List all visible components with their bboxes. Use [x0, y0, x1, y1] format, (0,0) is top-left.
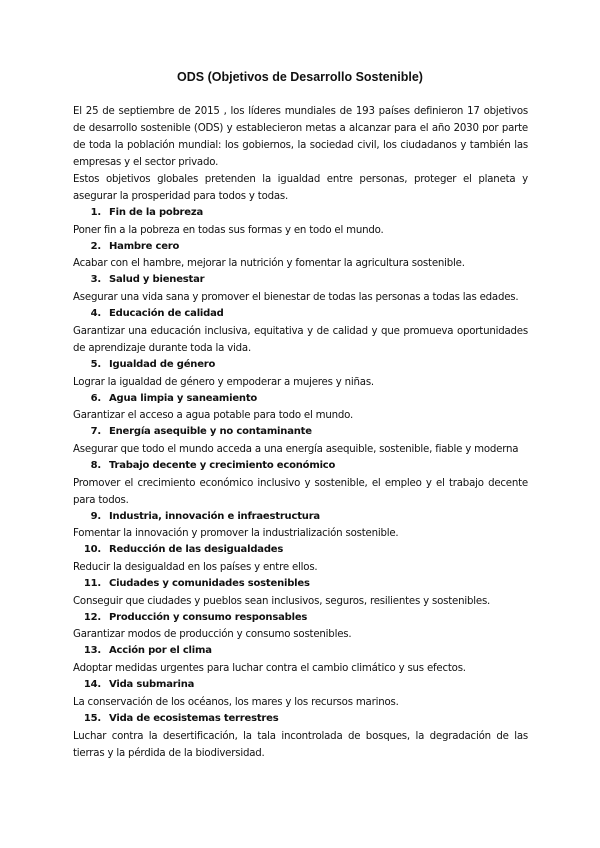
goal-description: Garantizar una educación inclusiva, equitativa y de calidad y que promueva oportunidades de aprendizaje durante toda la vida. [73, 325, 528, 354]
goal-heading [73, 542, 528, 559]
goal-title: Igualdad de género [109, 358, 216, 370]
goal-description: Promover el crecimiento económico inclusivo y sostenible, el empleo y el trabajo decente para todos. [73, 477, 528, 506]
goal-description: Adoptar medidas urgentes para luchar contra el cambio climático y sus efectos. [73, 663, 466, 675]
goal-heading [73, 424, 528, 441]
intro-paragraph: El 25 de septiembre de 2015 , los líderes mundiales de 193 países definieron 17 objetivos de desarrollo sostenible (ODS) y establecieron metas a alcanzar para el año 2030 por parte de toda la población mundial: los gobiernos, la sociedad civil, los ciudadanos y también las empresas y el sector privado. [73, 106, 528, 168]
goal-title: Ciudades y comunidades sostenibles [109, 578, 310, 590]
goal-title: Energía asequible y no contaminante [109, 426, 312, 438]
goal-heading [73, 509, 528, 526]
goal-title: Acción por el clima [109, 645, 212, 657]
goal-number: 6. [90, 392, 101, 404]
goal-description: Fomentar la innovación y promover la industrialización sostenible. [73, 528, 399, 540]
goal-title: Agua limpia y saneamiento [109, 392, 258, 404]
goal-heading [73, 458, 528, 475]
goal-heading [73, 306, 528, 323]
goal-number: 3. [90, 274, 101, 286]
goal-number: 13. [83, 645, 101, 657]
goal-number: 5. [90, 358, 101, 370]
goal-number: 4. [90, 308, 101, 320]
goal-heading [73, 239, 528, 256]
goals-list [73, 205, 528, 762]
goal-number: 15. [83, 712, 101, 724]
goal-number: 10. [83, 544, 101, 556]
goal-heading [73, 711, 528, 728]
goal-number: 8. [90, 459, 101, 471]
goal-number: 7. [90, 426, 101, 438]
goal-heading [73, 610, 528, 627]
goal-title: Fin de la pobreza [109, 207, 204, 218]
goal-description: Asegurar que todo el mundo acceda a una energía asequible, sostenible, fiable y moderna [73, 443, 519, 455]
goal-heading [73, 643, 528, 660]
goal-description: Reducir la desigualdad en los países y entre ellos. [73, 562, 318, 574]
goal-title: Industria, innovación e infraestructura [109, 510, 320, 522]
goal-description: Asegurar una vida sana y promover el bienestar de todas las personas a todas las edades. [73, 292, 519, 304]
goal-description: Poner fin a la pobreza en todas sus formas y en todo el mundo. [73, 224, 384, 236]
goal-heading [73, 391, 528, 408]
goal-title: Producción y consumo responsables [109, 611, 308, 623]
goal-heading [73, 205, 528, 222]
goal-title: Vida de ecosistemas terrestres [109, 712, 279, 724]
goal-number: 9. [90, 510, 101, 522]
goal-number: 12. [83, 611, 101, 623]
goal-number: 1. [90, 207, 101, 218]
goal-number: 11. [83, 578, 101, 590]
goal-title: Reducción de las desigualdades [109, 544, 284, 556]
page-title: ODS (Objetivos de Desarrollo Sostenible) [177, 70, 423, 84]
document-body [73, 103, 528, 762]
goal-heading [73, 357, 528, 374]
goal-title: Hambre cero [109, 240, 180, 252]
goal-description: Luchar contra la desertificación, la tala incontrolada de bosques, la degradación de las tierras y la pérdida de la biodiversidad. [73, 730, 528, 759]
goal-heading [73, 576, 528, 593]
intro-paragraph-2: Estos objetivos globales pretenden la igualdad entre personas, proteger el planeta y asegurar la prosperidad para todos y todas. [73, 174, 528, 202]
goal-heading [73, 677, 528, 694]
goal-description: Garantizar modos de producción y consumo sostenibles. [73, 629, 352, 641]
goal-title: Educación de calidad [109, 308, 224, 320]
goal-description: Conseguir que ciudades y pueblos sean inclusivos, seguros, resilientes y sostenibles. [73, 595, 491, 607]
goal-number: 2. [90, 240, 101, 252]
goal-heading [73, 272, 528, 289]
goal-description: La conservación de los océanos, los mares y los recursos marinos. [73, 696, 399, 708]
goal-title: Trabajo decente y crecimiento económico [109, 459, 336, 471]
goal-description: Garantizar el acceso a agua potable para todo el mundo. [73, 410, 354, 422]
goal-title: Salud y bienestar [109, 274, 205, 286]
goal-number: 14. [83, 679, 101, 691]
goal-title: Vida submarina [109, 679, 195, 691]
goal-description: Acabar con el hambre, mejorar la nutrición y fomentar la agricultura sostenible. [73, 258, 465, 270]
goal-description: Lograr la igualdad de género y empoderar a mujeres y niñas. [73, 376, 374, 388]
